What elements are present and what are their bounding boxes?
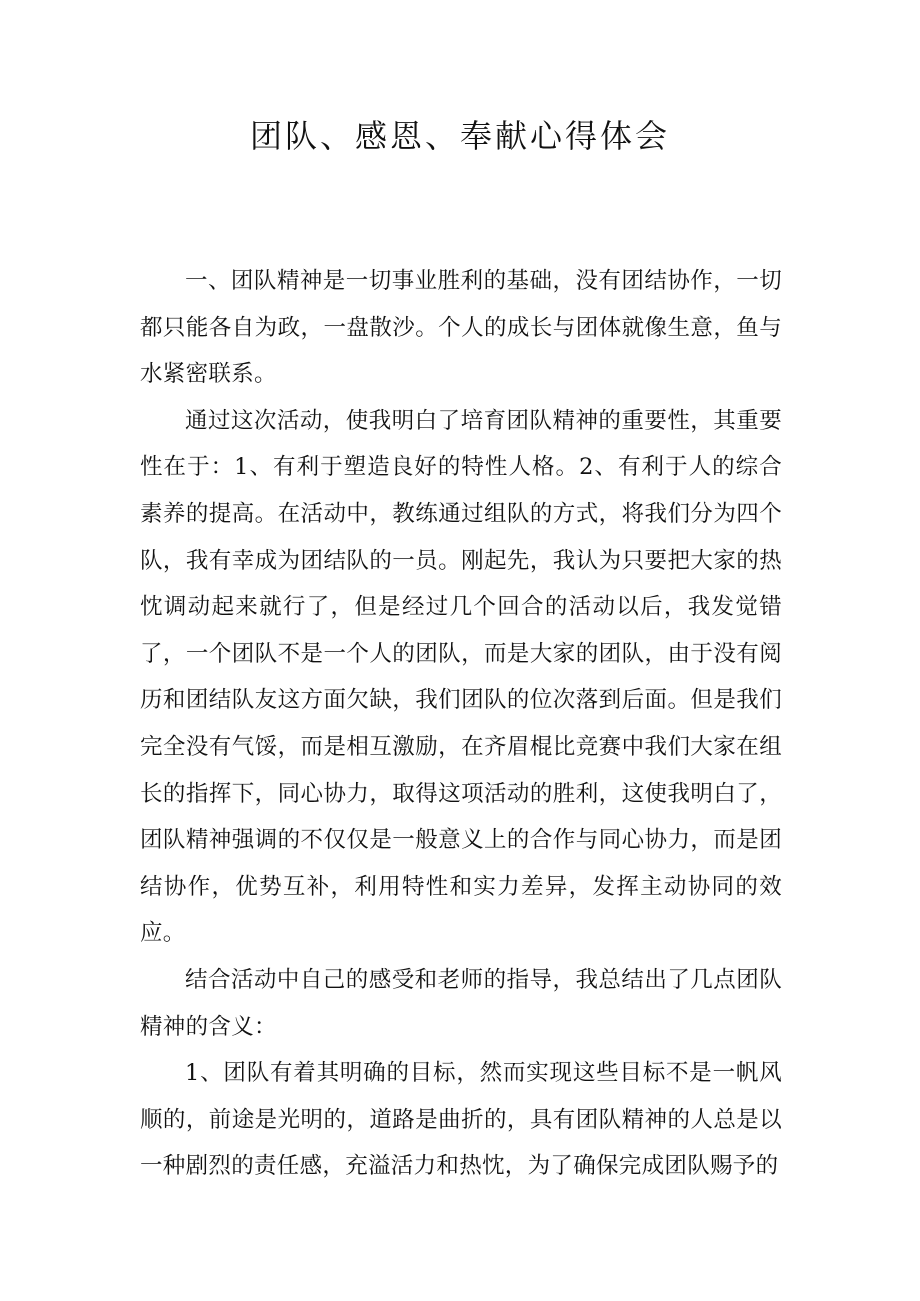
document-title: 团队、感恩、奉献心得体会 [249,117,670,155]
paragraph-3: 结合活动中自己的感受和老师的指导，我总结出了几点团队精神的含义： [140,966,782,1040]
paragraph-4: 1、团队有着其明确的目标，然而实现这些目标不是一帆风顺的，前途是光明的，道路是曲折的，具有团队精神的人总是以一种剧烈的责任感，充溢活力和热忱，为了确保完成团队赐予的 [140,1060,782,1180]
paragraph-2: 通过这次活动，使我明白了培育团队精神的重要性，其重要性在于：1、有利于塑造良好的特性人格。2、有利于人的综合素养的提高。在活动中，教练通过组队的方式，将我们分为四个队，我有幸成为团结队的一员。刚起先，我认为只要把大家的热忱调动起来就行了，但是经过几个回合的活动以后，我发觉错了，一个团队不是一个人的团队，而是大家的团队，由于没有阅历和团结队友这方面欠缺，我们团队的位次落到后面。但是我们完全没有气馁，而是相互激励，在齐眉棍比竞赛中我们大家在组长的指挥下，同心协力，取得这项活动的胜利，这使我明白了，团队精神强调的不仅仅是一般意义上的合作与同心协力，而是团结协作，优势互补，利用特性和实力差异，发挥主动协同的效应。 [140,407,782,947]
document-body [140,258,782,1190]
paragraph-1: 一、团队精神是一切事业胜利的基础，没有团结协作，一切都只能各自为政，一盘散沙。个人的成长与团体就像生意，鱼与水紧密联系。 [140,268,782,388]
